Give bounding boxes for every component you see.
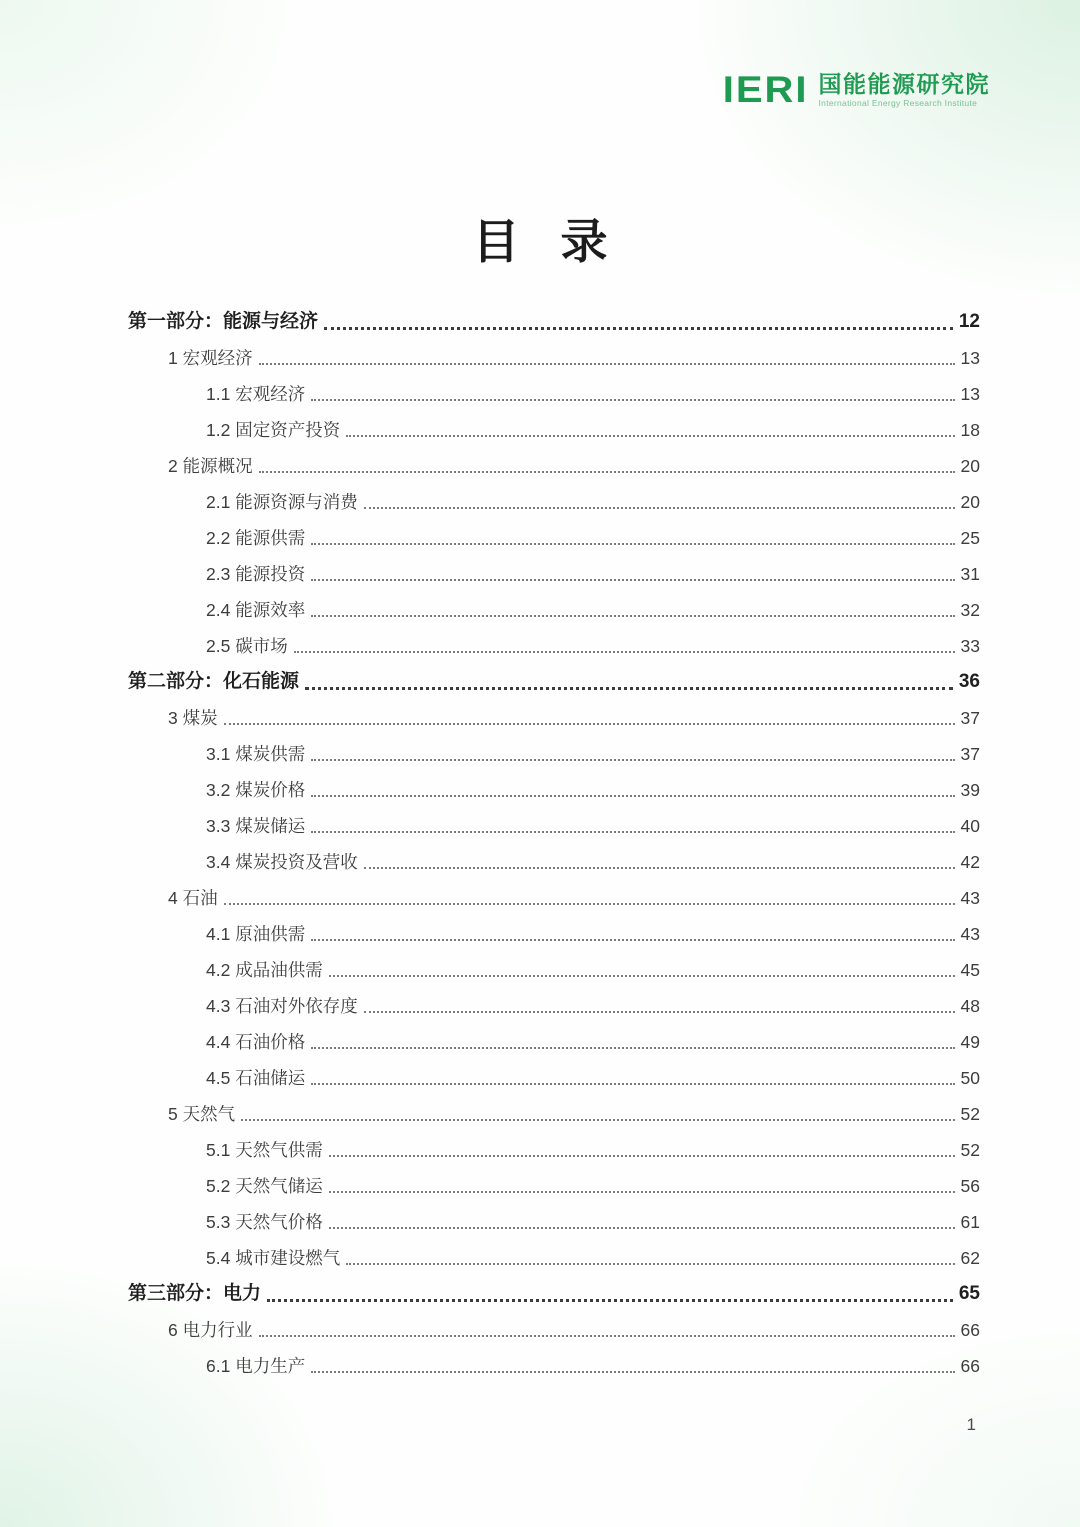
toc-entry-row <box>128 1126 980 1162</box>
toc-entry-row <box>128 838 980 874</box>
toc-entry-row <box>128 1162 980 1198</box>
dot-leader <box>311 939 954 941</box>
dot-leader <box>311 759 954 761</box>
toc-entry-row <box>128 334 980 370</box>
toc-entry-label: 第二部分：化石能源 <box>128 671 300 693</box>
toc-entry-label: 6.1 电力生产 <box>206 1356 306 1377</box>
dot-leader <box>241 1119 954 1121</box>
toc-entry-label: 4 石油 <box>168 888 218 909</box>
toc-entry-page: 66 <box>960 1320 980 1341</box>
toc-entry-label: 4.1 原油供需 <box>206 924 306 945</box>
dot-leader <box>329 975 955 977</box>
toc-entry-page: 18 <box>960 420 980 441</box>
toc-entry-page: 31 <box>960 564 980 585</box>
toc-entry-label: 5.4 城市建设燃气 <box>206 1248 341 1269</box>
dot-leader <box>259 363 955 365</box>
toc-part-row <box>128 658 980 694</box>
toc-entry-page: 42 <box>960 852 980 873</box>
toc-entry-row <box>128 766 980 802</box>
toc-entry-row <box>128 622 980 658</box>
ieri-logo-acronym: IERI <box>722 69 809 111</box>
toc-entry-row <box>128 442 980 478</box>
dot-leader <box>305 687 953 690</box>
toc-entry-page: 33 <box>960 636 980 657</box>
toc-entry-page: 66 <box>960 1356 980 1377</box>
toc-entry-label: 2.1 能源资源与消费 <box>206 492 358 513</box>
toc-entry-label: 5.2 天然气储运 <box>206 1176 323 1197</box>
toc-entry-row <box>128 946 980 982</box>
toc-entry-page: 52 <box>960 1104 980 1125</box>
toc-entry-row <box>128 910 980 946</box>
toc-entry-row <box>128 1090 980 1126</box>
toc-entry-row <box>128 694 980 730</box>
toc-entry-label: 4.4 石油价格 <box>206 1032 306 1053</box>
toc-entry-label: 5.1 天然气供需 <box>206 1140 323 1161</box>
dot-leader <box>259 471 955 473</box>
dot-leader <box>329 1227 955 1229</box>
toc-entry-page: 32 <box>960 600 980 621</box>
footer-page-number: 1 <box>966 1415 976 1434</box>
toc-entry-page: 12 <box>958 311 980 333</box>
toc-entry-label: 3.2 煤炭价格 <box>206 780 306 801</box>
toc-entry-row <box>128 1306 980 1342</box>
toc-entry-page: 50 <box>960 1068 980 1089</box>
dot-leader <box>329 1191 955 1193</box>
toc-entry-label: 第三部分：电力 <box>128 1283 262 1305</box>
toc-entry-row <box>128 1234 980 1270</box>
toc-entry-label: 2.5 碳市场 <box>206 636 288 657</box>
dot-leader <box>224 723 955 725</box>
toc-entry-row <box>128 514 980 550</box>
toc-entry-row <box>128 370 980 406</box>
toc-entry-label: 4.2 成品油供需 <box>206 960 323 981</box>
toc-entry-page: 43 <box>960 924 980 945</box>
ieri-logo-name-cn: 国能能源研究院 <box>818 71 990 98</box>
ieri-logo-name-en: International Energy Research Institute <box>818 97 978 108</box>
dot-leader <box>346 435 954 437</box>
toc-entry-row <box>128 874 980 910</box>
toc-entry-label: 5 天然气 <box>168 1104 236 1125</box>
dot-leader <box>259 1335 955 1337</box>
toc-entry-label: 2.2 能源供需 <box>206 528 306 549</box>
toc-entry-label: 4.5 石油储运 <box>206 1068 306 1089</box>
toc-entry-page: 62 <box>960 1248 980 1269</box>
toc-entry-page: 56 <box>960 1176 980 1197</box>
dot-leader <box>311 795 954 797</box>
toc-entry-label: 2 能源概况 <box>168 456 253 477</box>
ieri-logo-text <box>819 72 991 107</box>
toc-entry-row <box>128 586 980 622</box>
dot-leader <box>346 1263 954 1265</box>
toc-entry-row <box>128 1018 980 1054</box>
toc-entry-label: 1.1 宏观经济 <box>206 384 306 405</box>
toc-part-row <box>128 1270 980 1306</box>
toc-entry-label: 3.3 煤炭储运 <box>206 816 306 837</box>
dot-leader <box>311 1047 954 1049</box>
toc-entry-label: 6 电力行业 <box>168 1320 253 1341</box>
toc-entry-label: 1 宏观经济 <box>168 348 253 369</box>
dot-leader <box>311 1371 954 1373</box>
toc-entry-row <box>128 406 980 442</box>
toc-entry-label: 第一部分：能源与经济 <box>128 311 319 333</box>
toc-entry-row <box>128 730 980 766</box>
toc-entry-label: 3 煤炭 <box>168 708 218 729</box>
dot-leader <box>311 579 954 581</box>
toc-entry-row <box>128 982 980 1018</box>
ieri-logo <box>723 70 990 110</box>
dot-leader <box>311 1083 954 1085</box>
toc-entry-page: 39 <box>960 780 980 801</box>
dot-leader <box>294 651 955 653</box>
dot-leader <box>329 1155 955 1157</box>
toc-entry-page: 45 <box>960 960 980 981</box>
toc-entry-page: 36 <box>958 671 980 693</box>
toc-entry-row <box>128 1054 980 1090</box>
dot-leader <box>311 615 954 617</box>
toc-entry-page: 20 <box>960 456 980 477</box>
toc-entry-row <box>128 550 980 586</box>
dot-leader <box>364 507 955 509</box>
toc-entry-page: 43 <box>960 888 980 909</box>
dot-leader <box>311 831 954 833</box>
page-title: 目 录 <box>472 215 622 268</box>
dot-leader <box>364 867 955 869</box>
toc-entry-row <box>128 478 980 514</box>
toc-entry-label: 3.4 煤炭投资及营收 <box>206 852 358 873</box>
dot-leader <box>324 327 953 330</box>
toc-part-row <box>128 298 980 334</box>
dot-leader <box>311 399 954 401</box>
dot-leader <box>311 543 954 545</box>
toc-entry-page: 65 <box>958 1283 980 1305</box>
toc-entry-page: 25 <box>960 528 980 549</box>
toc-entry-page: 37 <box>960 744 980 765</box>
toc-entry-page: 61 <box>960 1212 980 1233</box>
toc-entry-row <box>128 1198 980 1234</box>
dot-leader <box>364 1011 955 1013</box>
toc-entry-label: 1.2 固定资产投资 <box>206 420 341 441</box>
toc-entry-page: 13 <box>960 348 980 369</box>
toc-entry-page: 20 <box>960 492 980 513</box>
toc-entry-page: 48 <box>960 996 980 1017</box>
dot-leader <box>224 903 955 905</box>
toc-entry-page: 37 <box>960 708 980 729</box>
toc-entry-label: 2.3 能源投资 <box>206 564 306 585</box>
toc-entry-label: 5.3 天然气价格 <box>206 1212 323 1233</box>
dot-leader <box>267 1299 953 1302</box>
toc-entry-label: 4.3 石油对外依存度 <box>206 996 358 1017</box>
toc-entry-page: 52 <box>960 1140 980 1161</box>
toc-entry-label: 2.4 能源效率 <box>206 600 306 621</box>
toc-entry-page: 40 <box>960 816 980 837</box>
table-of-contents <box>128 298 980 1378</box>
toc-entry-label: 3.1 煤炭供需 <box>206 744 306 765</box>
toc-entry-page: 13 <box>960 384 980 405</box>
toc-entry-page: 49 <box>960 1032 980 1053</box>
toc-entry-row <box>128 1342 980 1378</box>
toc-entry-row <box>128 802 980 838</box>
